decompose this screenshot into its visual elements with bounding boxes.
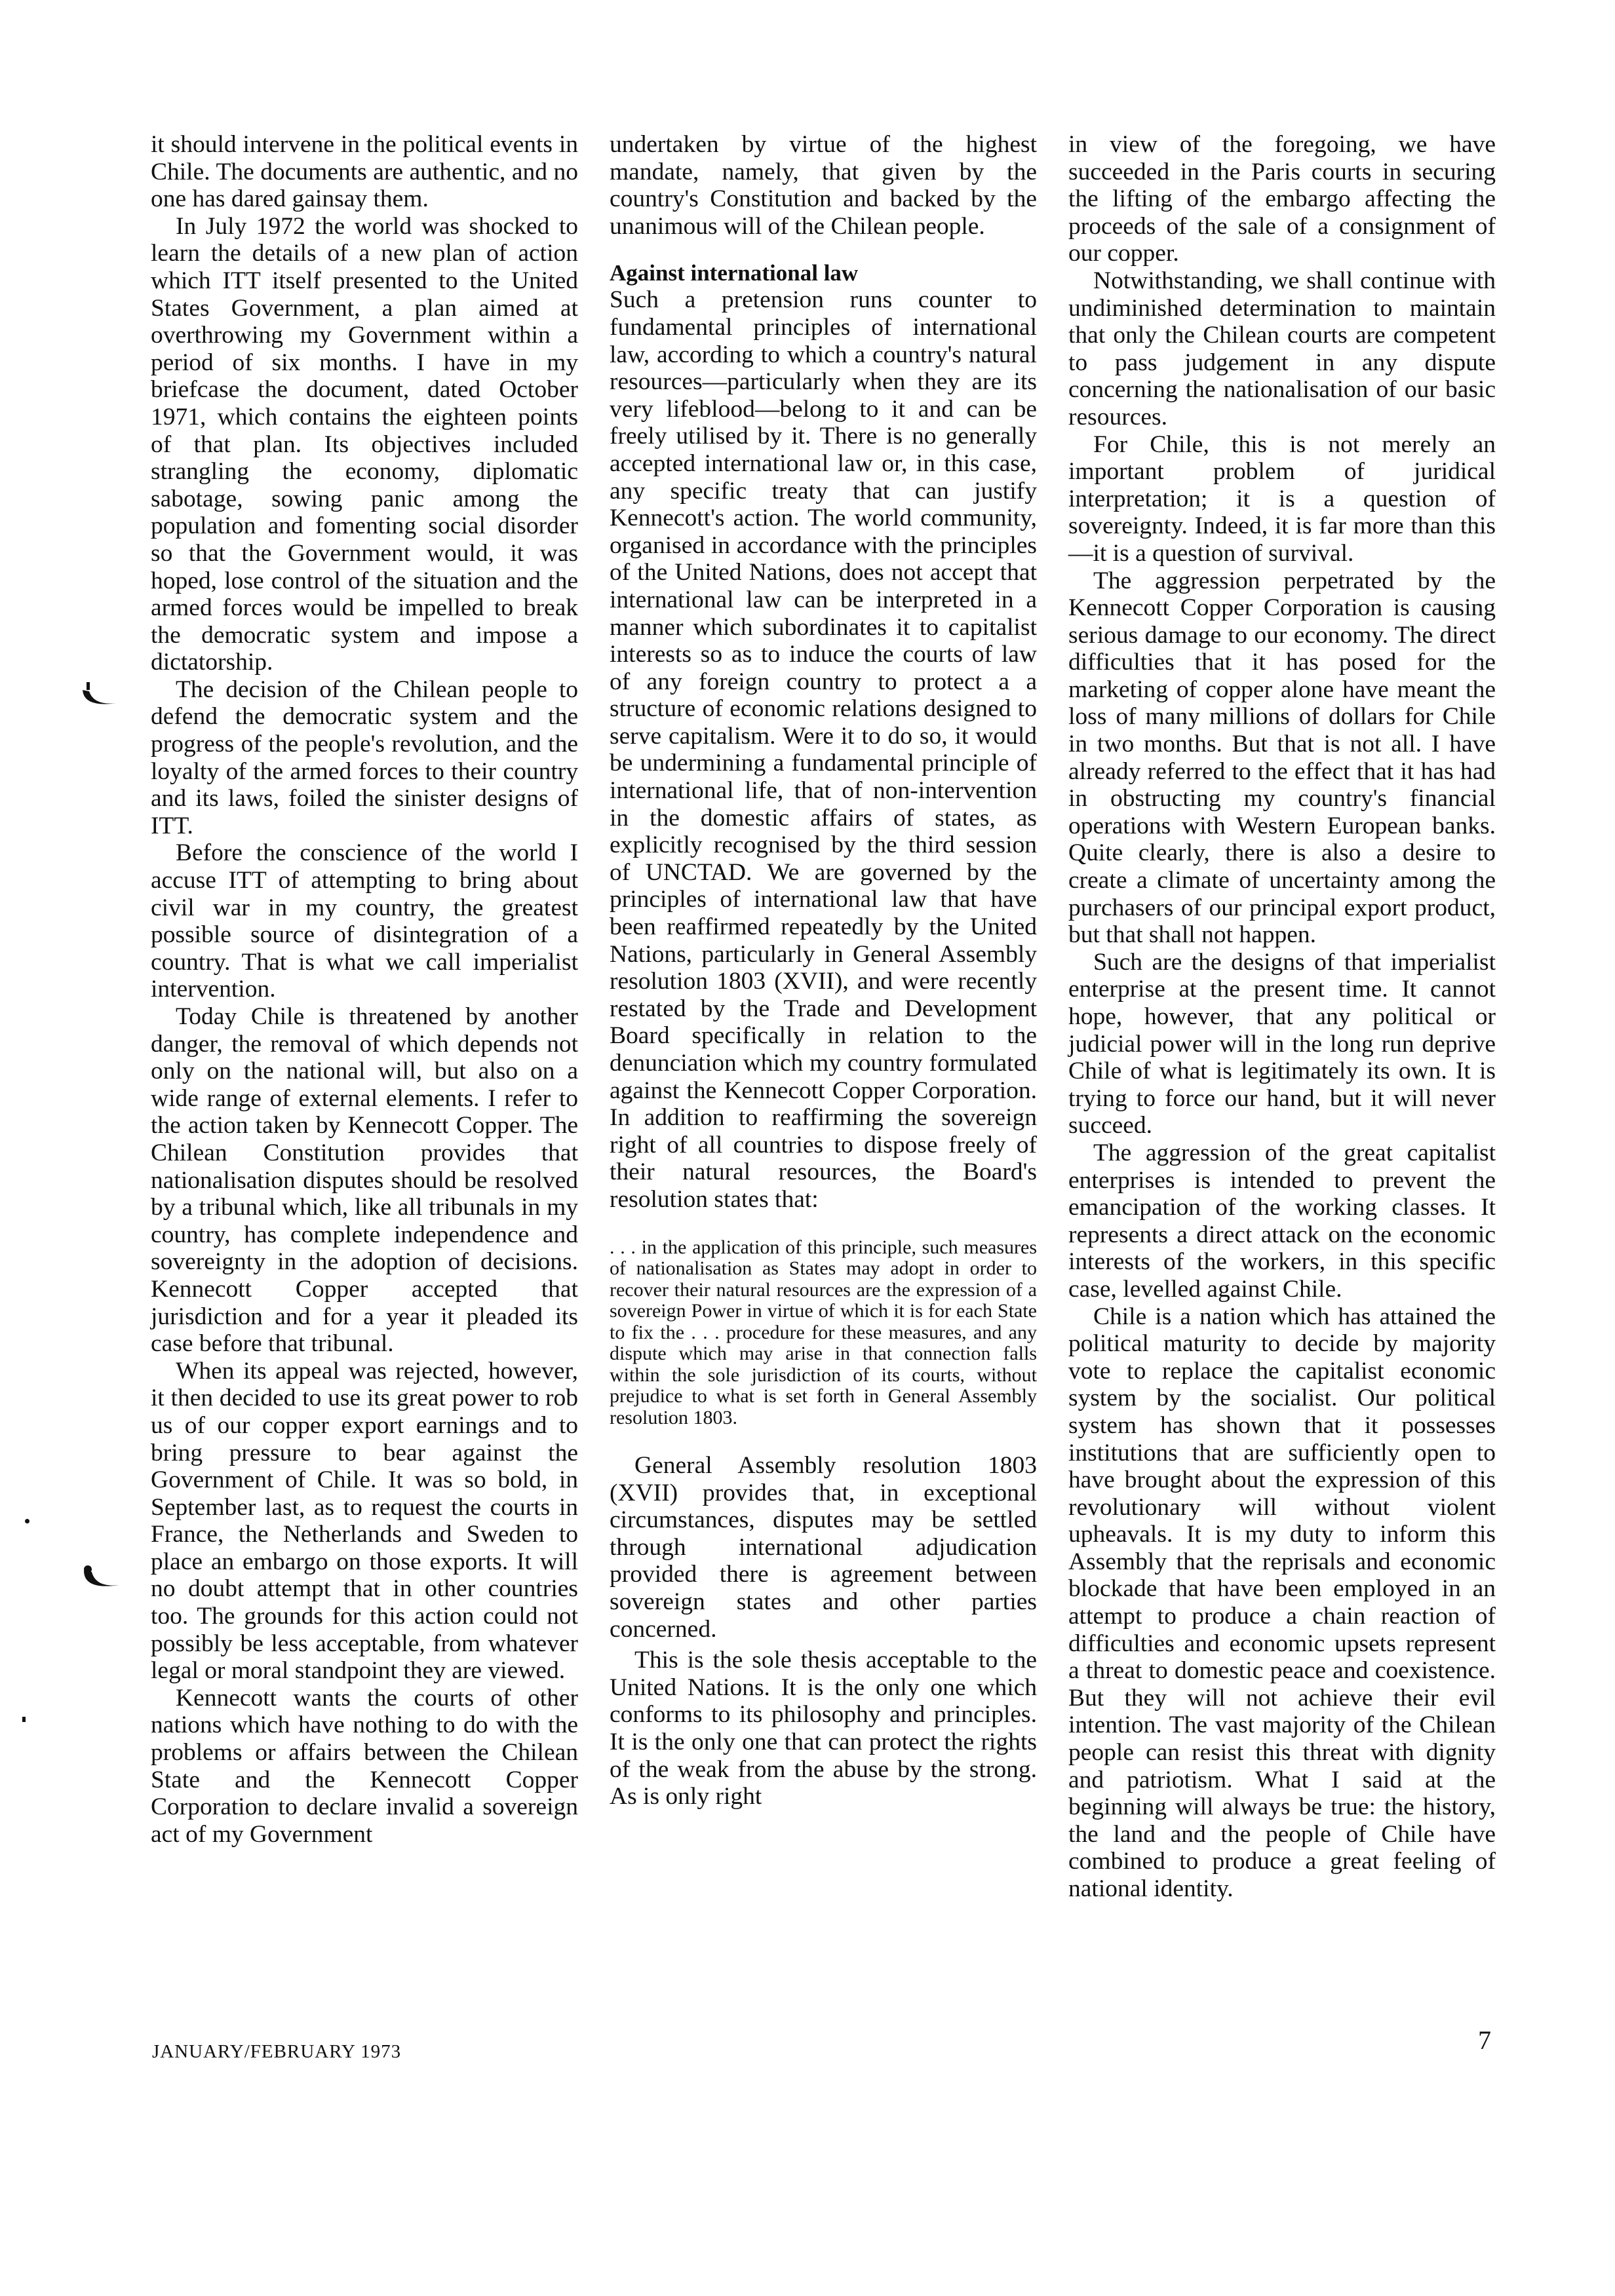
margin-dot (22, 1717, 26, 1722)
section-heading: Against international law (610, 260, 859, 286)
paragraph: When its appeal was rejected, however, it then decided to use its great power to rob us of our copper export earnings and to bring pressure to bear against the Government of Chile. It was so bold, in September last, as to request the courts in France, the Netherlands and Sweden to place an embargo on those exports. It will no doubt attempt that in other countries too. The grounds for this action could not possibly be less acceptable, from whatever legal or moral standpoint they are viewed. (151, 1357, 578, 1685)
paragraph: In July 1972 the world was shocked to learn the details of a new plan of action which ITT itself presented to the United States Government, a plan aimed at overthrowing my Government within a period of six months. I have in my briefcase the document, dated October 1971, which contains the eighteen points of that plan. Its objectives included strangling the economy, diplomatic sabotage, sowing panic among the population and fomenting social disorder so that the Government would, it was hoped, lose control of the situation and the armed forces would be impelled to break the democratic system and impose a dictatorship. (151, 212, 578, 676)
column-3 (1068, 131, 1496, 1903)
issue-date-footer: JANUARY/FEBRUARY 1973 (152, 2041, 402, 2062)
paragraph: Such a pretension runs counter to fundamental principles of international law, according to which a country's natural resources—particularly when they are its very lifeblood—belong to it and can be freely utilised by it. There is no generally accepted international law or, in this case, any specific treaty that can justify Kennecott's action. The world community, organised in accordance with the principles of the United Nations, does not accept that international law can be interpreted in a manner which subordinates it to capitalist interests so as to induce the courts of law of any foreign country to protect a a structure of economic relations designed to serve capitalism. Were it to do so, it would be undermining a fundamental principle of international life, that of non-intervention in the domestic affairs of states, as explicitly recognised by the third session of UNCTAD. We are governed by the principles of international law that have been reaffirmed repeatedly by the United Nations, particularly in General Assembly resolution 1803 (XVII), and were recently restated by the Trade and Development Board specifically in relation to the denunciation which my country formulated against the Kennecott Copper Corporation. In addition to reaffirming the sovereign right of all countries to dispose freely of their natural resources, the Board's resolution states that: (610, 286, 1037, 1213)
column-2 (610, 131, 1037, 1810)
margin-scan-mark (81, 1563, 127, 1596)
margin-dot (25, 1519, 29, 1523)
block-quote: . . . in the application of this principle, such measures of nationalisation as States may adopt in order to recover their natural resources are the expression of a sovereign Power in virtue of which it is for each State to fix the . . . procedure for these measures, and any dispute which may arise in that connection falls within the sole jurisdiction of its courts, without prejudice to what is set forth in General Assembly resolution 1803. (610, 1236, 1037, 1428)
paragraph: The decision of the Chilean people to defend the democratic system and the progress of the people's revolution, and the loyalty of the armed forces to their country and its laws, foiled the sinister designs of ITT. (151, 676, 578, 839)
paragraph: Chile is a nation which has attained the political maturity to decide by majority vote to replace the capitalist economic system by the socialist. Our political system has shown that it possesses institutions that are sufficiently open to have brought about the expression of this revolutionary will without violent upheavals. It is my duty to inform this Assembly that the reprisals and economic blockade that have been employed in an attempt to produce a chain reaction of difficulties and economic upsets represent a threat to domestic peace and coexistence. But they will not achieve their evil intention. The vast majority of the Chilean people can resist this threat with dignity and patriotism. What I said at the beginning will always be true: the history, the land and the people of Chile have combined to produce a great feeling of national identity. (1068, 1303, 1496, 1902)
paragraph: General Assembly resolution 1803 (XVII) provides that, in exceptional circumstances, disputes may be settled through international adjudication provided there is agreement between sovereign states and other parties concerned. (610, 1452, 1037, 1643)
paragraph: Kennecott wants the courts of other nations which have nothing to do with the problems or affairs between the Chilean State and the Kennecott Copper Corporation to declare invalid a sovereign act of my Government (151, 1684, 578, 1848)
paragraph: The aggression of the great capitalist enterprises is intended to prevent the emancipation of the working classes. It represents a direct attack on the economic interests of the workers, in this specific case, levelled against Chile. (1068, 1139, 1496, 1303)
paragraph: This is the sole thesis acceptable to the United Nations. It is the only one which conforms to its philosophy and principles. It is the only one that can protect the rights of the weak from the abuse by the strong. As is only right (610, 1647, 1037, 1810)
paragraph: Such are the designs of that imperialist enterprise at the present time. It cannot hope, however, that any political or judicial power will in the long run deprive Chile of what is legitimately its own. It is trying to force our hand, but it will never succeed. (1068, 948, 1496, 1139)
paragraph: Before the conscience of the world I accuse ITT of attempting to bring about civil war in my country, the greatest possible source of disintegration of a country. That is what we call imperialist intervention. (151, 839, 578, 1003)
paragraph: Notwithstanding, we shall continue with undiminished determination to maintain that only the Chilean courts are competent to pass judgement in any dispute concerning the nationalisation of our basic resources. (1068, 267, 1496, 430)
paragraph: undertaken by virtue of the highest mandate, namely, that given by the country's Constitution and backed by the unanimous will of the Chilean people. (610, 131, 1037, 240)
paragraph: in view of the foregoing, we have succeeded in the Paris courts in securing the lifting of the embargo affecting the proceeds of the sale of a consignment of our copper. (1068, 131, 1496, 267)
column-1 (151, 131, 578, 1848)
page-number: 7 (1478, 2025, 1491, 2055)
paragraph: Today Chile is threatened by another danger, the removal of which depends not only on the national will, but also on a wide range of external elements. I refer to the action taken by Kennecott Copper. The Chilean Constitution provides that nationalisation disputes should be resolved by a tribunal which, like all tribunals in my country, has complete independence and sovereignty in the adoption of decisions. Kennecott Copper accepted that jurisdiction and for a year it pleaded its case before that tribunal. (151, 1003, 578, 1358)
paragraph: The aggression perpetrated by the Kennecott Copper Corporation is causing serious damage to our economy. The direct difficulties that it has posed for the marketing of copper alone have meant the loss of many millions of dollars for Chile in two months. But that is not all. I have already referred to the effect that it has had in obstructing my country's financial operations with Western European banks. Quite clearly, there is also a desire to create a climate of uncertainty among the purchasers of our principal export product, but that shall not happen. (1068, 567, 1496, 949)
paragraph: it should intervene in the political events in Chile. The documents are authentic, and no one has dared gainsay them. (151, 131, 578, 213)
paragraph: For Chile, this is not merely an important problem of juridical interpretation; it is a question of sovereignty. Indeed, it is far more than this—it is a question of survival. (1068, 430, 1496, 567)
margin-scan-mark (77, 678, 123, 711)
